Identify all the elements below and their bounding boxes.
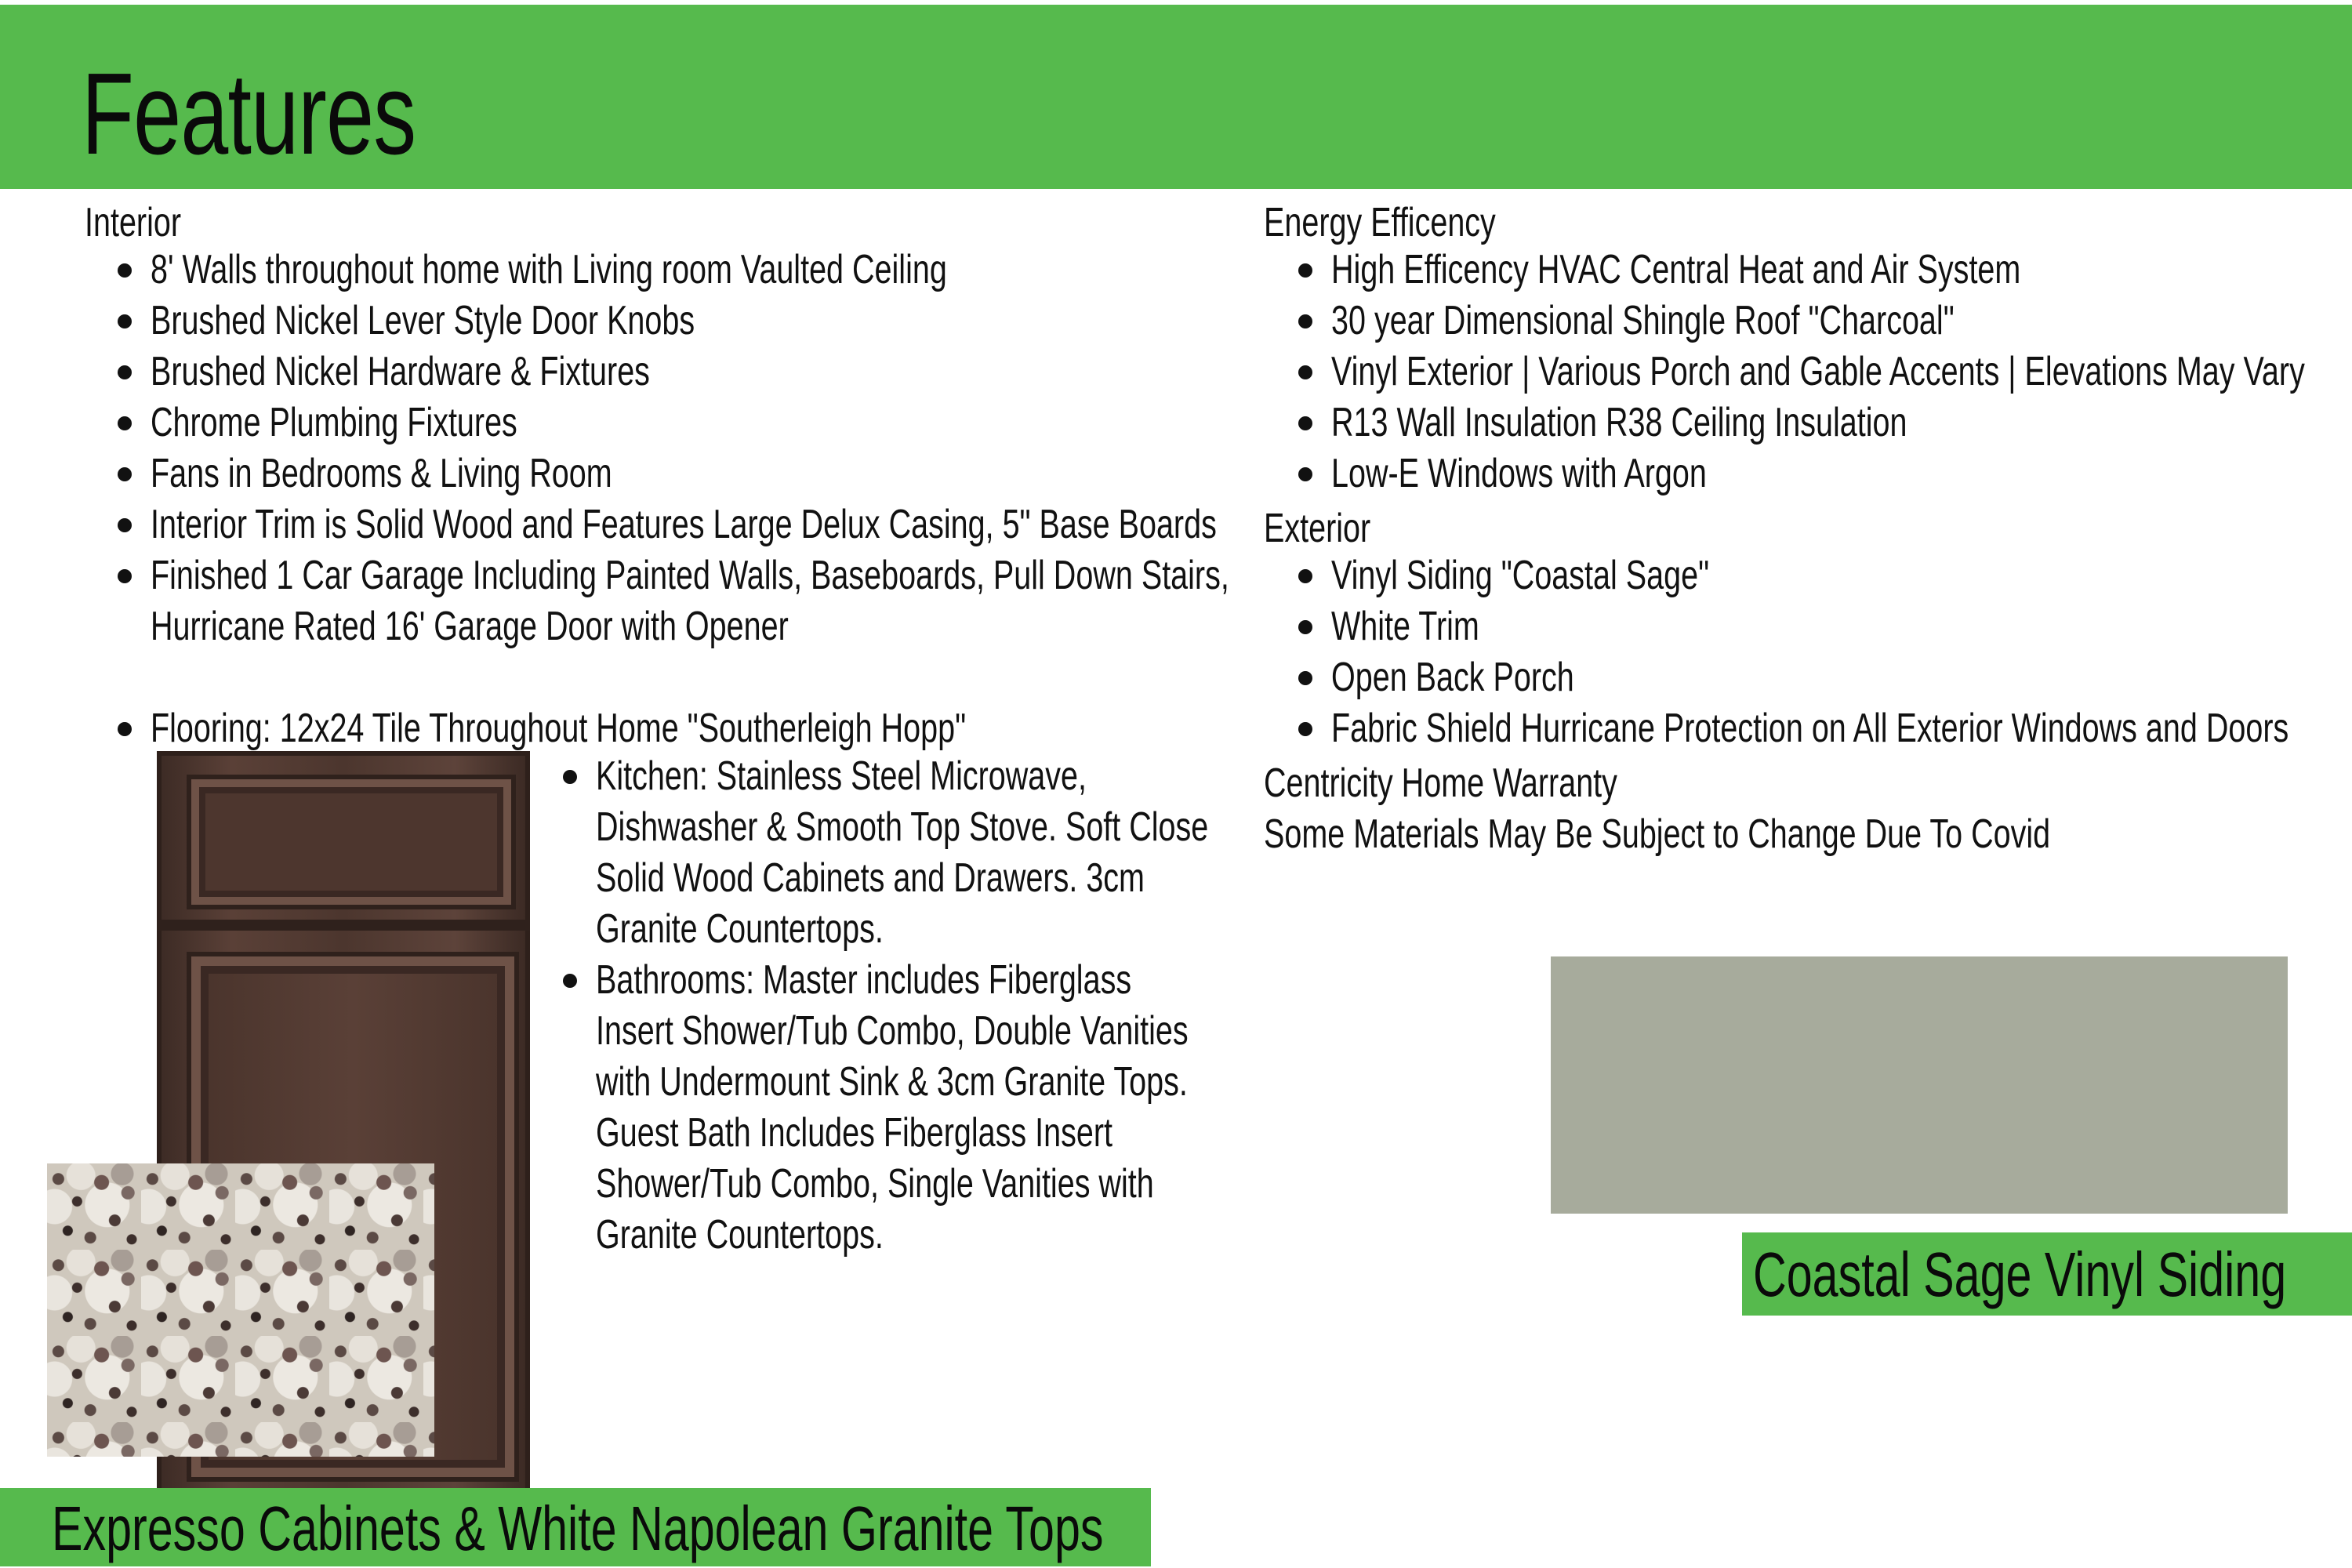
list-item: Kitchen: Stainless Steel Microwave, Dishwasher & Smooth Top Stove. Soft Close Solid Wood Cabinets and Drawers. 3cm Granite Countertops. xyxy=(596,751,1403,955)
list-item: Fabric Shield Hurricane Protection on All Exterior Windows and Doors xyxy=(1331,703,2352,754)
granite-sample-image xyxy=(47,1163,434,1457)
list-item: Vinyl Exterior | Various Porch and Gable Accents | Elevations May Vary xyxy=(1331,347,2352,397)
list-item: Bathrooms: Master includes Fiberglass Insert Shower/Tub Combo, Double Vanities with Undermount Sink & 3cm Granite Tops. Guest Bath Includes Fiberglass Insert Shower/Tub Combo, Single Vanities with Granite Countertops. xyxy=(596,955,1403,1261)
list-item: Open Back Porch xyxy=(1331,652,2352,703)
list-item: Brushed Nickel Lever Style Door Knobs xyxy=(151,296,1640,347)
list-item: Vinyl Siding "Coastal Sage" xyxy=(1331,550,2352,601)
list-item: High Efficency HVAC Central Heat and Air System xyxy=(1331,245,2352,296)
siding-caption: Coastal Sage Vinyl Siding xyxy=(1753,1240,2287,1309)
exterior-list xyxy=(1331,550,2352,754)
exterior-heading: Exterior xyxy=(1264,506,1371,551)
list-item: R13 Wall Insulation R38 Ceiling Insulation xyxy=(1331,397,2352,448)
cabinets-caption-bar xyxy=(0,1488,1151,1566)
list-item: Flooring: 12x24 Tile Throughout Home "Southerleigh Hopp" xyxy=(151,703,1640,754)
list-item: Fans in Bedrooms & Living Room xyxy=(151,448,1640,499)
cabinet-rail xyxy=(157,920,530,931)
cabinets-caption: Expresso Cabinets & White Napolean Granite Tops xyxy=(52,1494,1104,1563)
list-item: Finished 1 Car Garage Including Painted Walls, Baseboards, Pull Down Stairs, Hurricane Rated 16' Garage Door with Opener xyxy=(151,550,1640,652)
siding-caption-bar xyxy=(1742,1232,2352,1316)
covid-note: Some Materials May Be Subject to Change Due To Covid xyxy=(1264,811,2051,857)
list-item: White Trim xyxy=(1331,601,2352,652)
list-item: Low-E Windows with Argon xyxy=(1331,448,2352,499)
coastal-sage-swatch xyxy=(1551,956,2288,1214)
list-item: Brushed Nickel Hardware & Fixtures xyxy=(151,347,1640,397)
interior-heading: Interior xyxy=(85,200,182,245)
list-item: Chrome Plumbing Fixtures xyxy=(151,397,1640,448)
page-title: Features xyxy=(82,49,416,179)
energy-list xyxy=(1331,245,2352,499)
energy-heading: Energy Efficency xyxy=(1264,200,1496,245)
cabinet-drawer-front xyxy=(191,779,511,905)
list-item: 30 year Dimensional Shingle Roof "Charcoal" xyxy=(1331,296,2352,347)
warranty-note: Centricity Home Warranty xyxy=(1264,760,1617,806)
list-item: 8' Walls throughout home with Living room Vaulted Ceiling xyxy=(151,245,1640,296)
list-item: Interior Trim is Solid Wood and Features Large Delux Casing, 5" Base Boards xyxy=(151,499,1640,550)
